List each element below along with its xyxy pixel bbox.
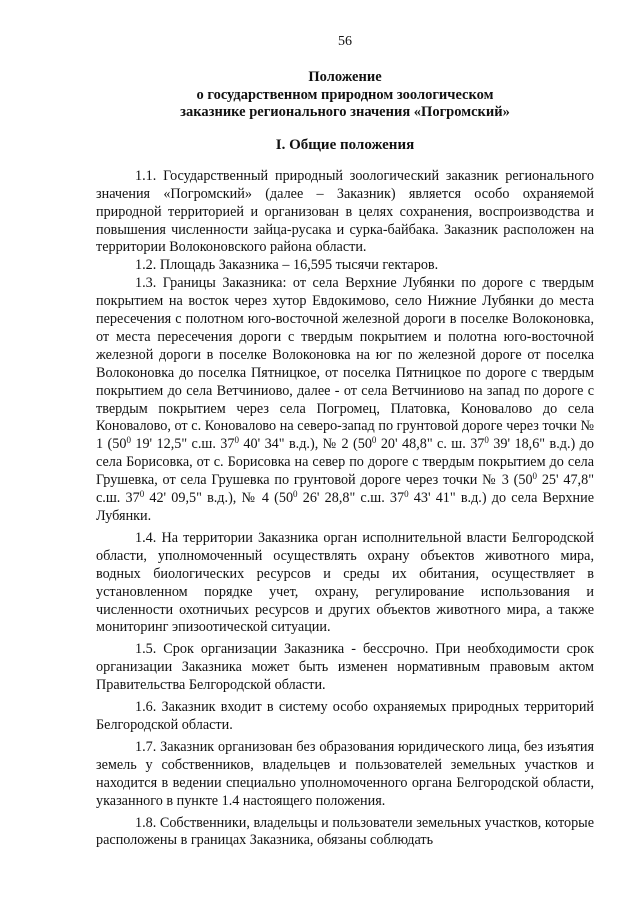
degree-mark: 0	[234, 435, 239, 446]
paragraph-1-7: 1.7. Заказник организован без образования юридического лица, без изъятия земель у собственников, владельцев и пользователей земельных участков и находится в ведении специально уполномоченного органа Белгородской области, указанного в пункте 1.4 настоящего положения.	[96, 738, 594, 809]
paragraph-1-6: 1.6. Заказник входит в систему особо охраняемых природных территорий Белгородской области.	[96, 699, 594, 733]
degree-mark: 0	[126, 435, 131, 446]
degree-mark: 0	[371, 435, 377, 446]
heading-line-3: заказнике регионального значения «Погромский»	[180, 104, 510, 121]
boundary-text-b: 19' 12,5" с.ш. 37	[130, 436, 235, 453]
paragraph-1-2: 1.2. Площадь Заказника – 16,595 тысячи гектаров.	[135, 257, 439, 274]
boundary-text-h: 26' 28,8" с.ш. 37	[297, 490, 405, 507]
boundary-text-e: 39' 18,6" в.д.) до села Борисовка, от с. Борисовка на север по дороге с твердым покрытием до села Грушевка, от села Грушевка по грунтовой дороге через точки № 3 (50	[96, 436, 594, 489]
degree-mark: 0	[404, 489, 409, 500]
section-title: I. Общие положения	[275, 136, 415, 153]
boundary-text-d: 20' 48,8" с. ш. 37	[376, 436, 485, 453]
degree-mark: 0	[532, 471, 538, 482]
degree-mark: 0	[484, 435, 489, 446]
paragraph-1-3	[96, 275, 594, 526]
boundary-text-f: 25' 47,8" с.ш. 37	[96, 472, 594, 507]
document-body	[96, 168, 594, 851]
degree-mark: 0	[139, 489, 145, 500]
paragraph-1-4: 1.4. На территории Заказника орган исполнительной власти Белгородской области, уполномоченный осуществлять охрану объектов животного мира, водных биологических ресурсов и среды их обитания, осуществляет в установленном порядке учет, охрану, регулирование использования и численности охотничьих ресурсов и других объектов животного мира, а также мониторинг эпизоотической ситуации.	[96, 529, 594, 636]
heading-line-1: Положение	[308, 69, 382, 85]
paragraph-1-5: 1.5. Срок организации Заказника - бессрочно. При необходимости срок организации Заказника может быть изменен нормативным правовым актом Правительства Белгородской области.	[96, 641, 594, 694]
paragraph-1-1: 1.1. Государственный природный зоологический заказник регионального значения «Погромский» (далее – Заказник) является особо охраняемой природной территорией и организован в целях сохранения, воспроизводства и повышения численности зайца-русака и сурка-байбака. Заказник расположен на территории Волоконовского района области.	[96, 167, 594, 256]
boundary-text-c: 40' 34" в.д.), № 2 (50	[238, 436, 372, 453]
degree-mark: 0	[293, 489, 298, 500]
document-heading	[96, 69, 594, 122]
page-number: 56	[338, 34, 352, 49]
boundary-text-i: 43' 41" в.д.) до села Верхние Лубянки.	[96, 490, 594, 524]
paragraph-1-8: 1.8. Собственники, владельцы и пользователи земельных участков, которые расположены в границах Заказника, обязаны соблюдать	[96, 814, 594, 849]
boundary-text-g: 42' 09,5" в.д.), № 4 (50	[144, 490, 294, 507]
heading-line-2: о государственном природном зоологическом	[196, 86, 494, 103]
boundary-text-a: 1.3. Границы Заказника: от села Верхние Лубянки по дороге с твердым покрытием на восток через хутор Евдокимово, село Нижние Лубянки до места пересечения с полотном юго-восточной железной дороги в поселке Волоконовка, от места пересечения дороги с твердым покрытием и полотна юго-восточной железной дороги в поселке Волоконовка на юг по железной дороге от поселка Волоконовка до поселка Пятницкое, от поселка Пятницкое по дороге с твердым покрытием до села Ветчиниово, далее - от села Ветчиниово на запад по дороге с твердым покрытием через села Погромец, Платовка, Коновалово до села Коновалово, от с. Коновалово на северо-запад по грунтовой дороге через точки № 1 (50	[96, 275, 594, 453]
